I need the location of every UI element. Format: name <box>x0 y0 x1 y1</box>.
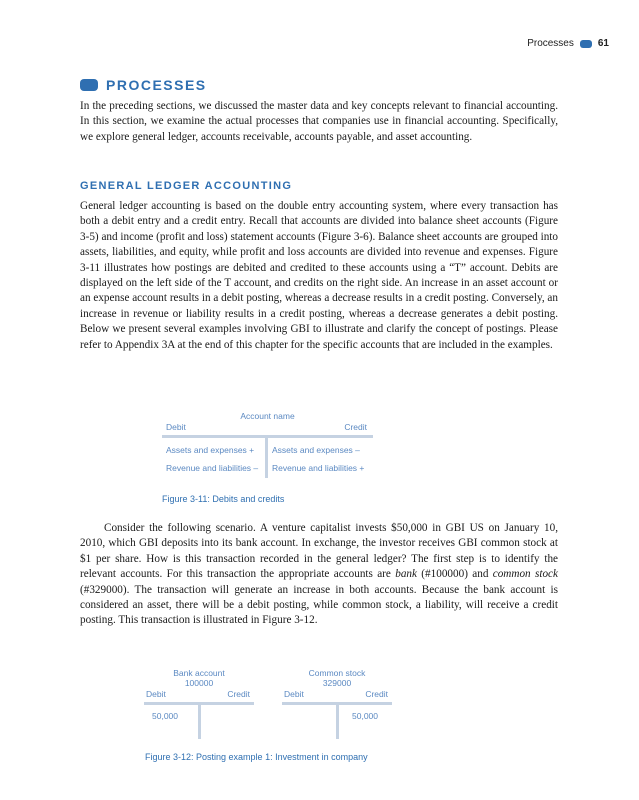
account-name-label: Account name <box>240 411 295 421</box>
figure-3-11-caption: Figure 3-11: Debits and credits <box>162 494 285 504</box>
figure-3-12-bank-account <box>144 668 254 738</box>
figure-3-12-caption: Figure 3-12: Posting example 1: Investment in company <box>145 752 368 762</box>
figure-3-11-t-account <box>160 408 375 478</box>
bank-credit-label: Credit <box>227 689 250 699</box>
running-header <box>527 38 609 49</box>
credit-label: Credit <box>344 422 367 432</box>
stock-credit-label: Credit <box>365 689 388 699</box>
bank-account-name: Bank account <box>173 668 225 678</box>
section-title <box>80 77 207 93</box>
left-row-2: Revenue and liabilities – <box>166 463 259 473</box>
t-account-stem <box>265 436 268 478</box>
scenario-text-2: (#100000) and <box>416 568 493 581</box>
left-row-1: Assets and expenses + <box>166 445 255 455</box>
bank-debit-label: Debit <box>146 689 166 699</box>
debit-label: Debit <box>166 422 186 432</box>
general-ledger-paragraph: General ledger accounting is based on the double entry accounting system, where every transaction has both a debit entry and a credit entry. Recall that accounts are divided into balance sheet accounts (Figure 3-5) and income (profit and loss) statement accounts (Figure 3-6). Balance sheet accounts are grouped into assets, liabilities, and equity, while profit and loss accounts are divided into revenue and expenses. Figure 3-11 illustrates how postings are debited and credited to these accounts using a “T” account. Debits are displayed on the left side of the T account, and credits on the right side. An increase in an asset account or an expense account results in a debit posting, whereas a decrease results in a credit posting. Conversely, an increase in revenue or liability results in a credit posting, whereas a decrease generates a debit posting. Below we present several examples involving GBI to illustrate and clarify the concept of postings. Please refer to Appendix 3A at the end of this chapter for the specific accounts that are included in the examples. <box>80 200 558 351</box>
stock-account-name: Common stock <box>308 668 366 678</box>
scenario-term-common-stock: common stock <box>492 568 558 581</box>
bank-account-number: 100000 <box>184 678 214 688</box>
stock-account-number: 329000 <box>322 678 352 688</box>
right-row-2: Revenue and liabilities + <box>272 463 365 473</box>
subheading: GENERAL LEDGER ACCOUNTING <box>80 180 293 192</box>
section-square-icon <box>80 79 98 91</box>
intro-paragraph: In the preceding sections, we discussed the master data and key concepts relevant to financial accounting. In this section, we examine the actual processes that companies use in financial accounting. Specifically, we explore general ledger, accounts receivable, accounts payable, and asset accounting. <box>80 100 558 143</box>
bank-t-stem <box>198 703 201 739</box>
right-row-1: Assets and expenses – <box>272 445 360 455</box>
page-number: 61 <box>597 38 609 49</box>
header-square-icon <box>580 40 592 48</box>
stock-credit-value: 50,000 <box>352 711 378 721</box>
section-title-text: PROCESSES <box>106 77 207 93</box>
bank-debit-value: 50,000 <box>152 711 178 721</box>
scenario-text-3: (#329000). The transaction will generate an increase in both accounts. Because the bank account is considered an asset, there will be a debit posting, while common stock, a liability, will receive a credit posting. This transaction is illustrated in Figure 3-12. <box>80 583 558 627</box>
stock-debit-label: Debit <box>284 689 304 699</box>
scenario-text-1: Consider the following scenario. A venture capitalist invests $50,000 in GBI US on January 10, 2010, which GBI deposits into its bank account. In exchange, the investor receives GBI common stock at $1 per share. How is this transaction recorded in the general ledger? The first step is to identify the relevant accounts. For this transaction the appropriate accounts are <box>80 522 558 581</box>
scenario-paragraph <box>80 521 558 629</box>
stock-t-stem <box>336 703 339 739</box>
figure-3-12-common-stock <box>282 668 392 738</box>
scenario-term-bank: bank <box>395 568 417 581</box>
running-header-section: Processes <box>527 38 574 49</box>
